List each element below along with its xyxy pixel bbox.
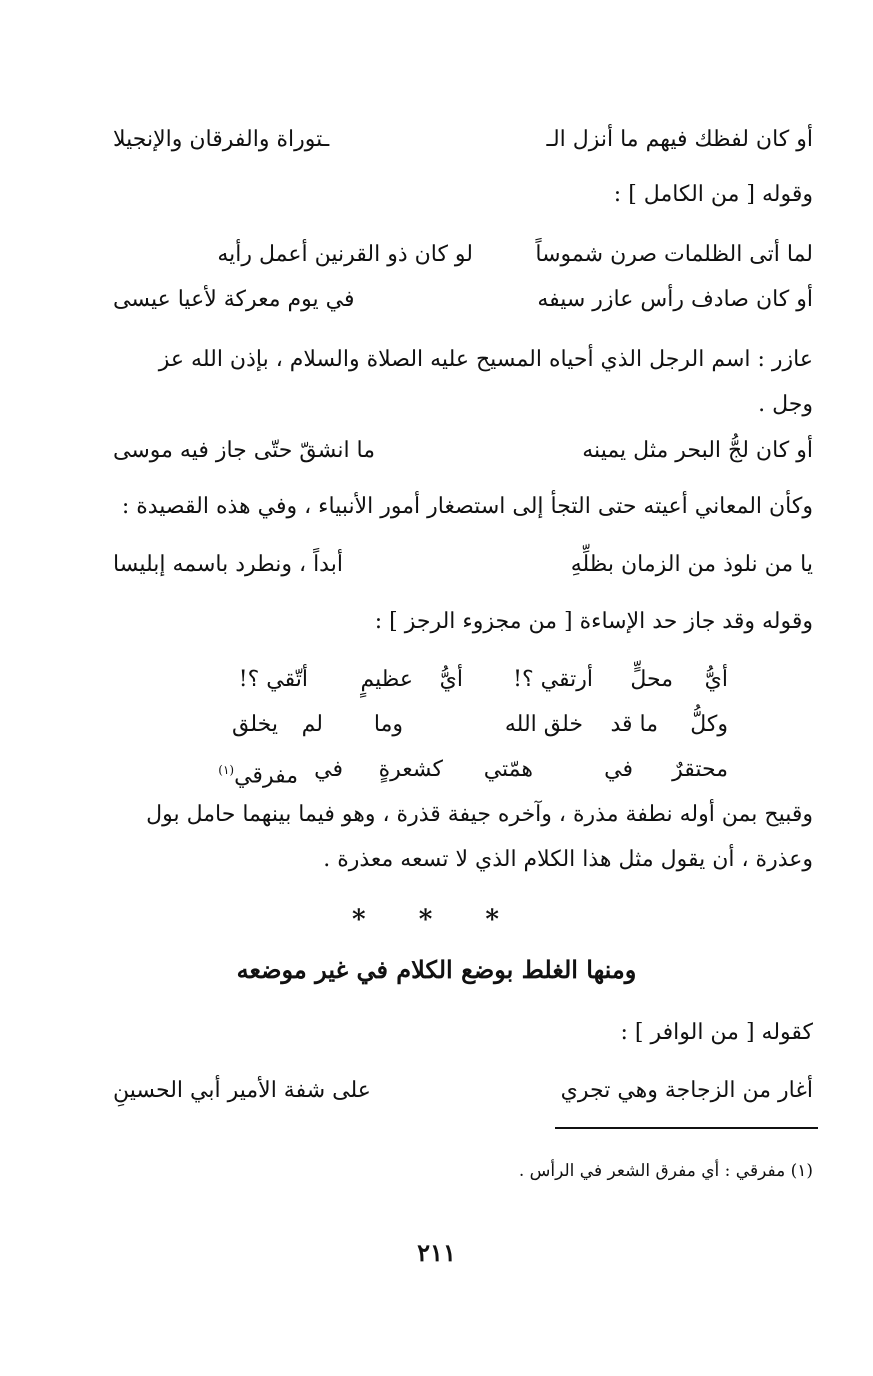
footnote-reference: (١): [218, 763, 235, 777]
commentary-text: وقبيح بمن أوله نطفة مذرة ، وآخره جيفة قذرة ، وهو فيما بينهما حامل بول: [146, 802, 813, 827]
verse-word: كشعرةٍ: [378, 757, 443, 782]
explanatory-note: وجل .: [758, 392, 813, 417]
verse-hemistich: على شفة الأمير أبي الحسينِ: [113, 1078, 371, 1103]
verse-word: وكلُّ: [690, 712, 728, 737]
explanatory-note: عازر : اسم الرجل الذي أحياه المسيح عليه الصلاة والسلام ، بإذن الله عز: [158, 347, 813, 372]
verse-hemistich: أغار من الزجاجة وهي تجري: [560, 1078, 813, 1103]
verse-word: أيُّ: [439, 667, 463, 692]
page-number: ٢١١: [417, 1238, 456, 1267]
poem-intro: وقوله [ من الكامل ] :: [613, 182, 813, 207]
poem-intro: كقوله [ من الوافر ] :: [620, 1020, 813, 1045]
verse-hemistich: في يوم معركة لأعيا عيسى: [113, 287, 355, 312]
verse-word: محلٍّ: [630, 667, 673, 692]
body-text: وكأن المعاني أعيته حتى التجأ إلى استصغار أمور الأنبياء ، وفي هذه القصيدة :: [121, 494, 813, 519]
footnote-divider: [555, 1127, 818, 1129]
verse-hemistich: لما أتى الظلمات صرن شموساً: [535, 242, 813, 267]
section-separator: * * *: [352, 905, 521, 935]
verse-hemistich: يا من نلوذ من الزمان بظلِّهِ: [570, 552, 813, 577]
verse-hemistich: أبداً ، ونطرد باسمه إبليسا: [113, 552, 343, 577]
verse-word: في: [314, 757, 343, 782]
verse-word: [218, 755, 298, 791]
verse-word: في: [604, 757, 633, 782]
verse-hemistich: ما انشقّ حتّى جاز فيه موسى: [113, 438, 376, 463]
poem-intro: وقوله وقد جاز حد الإساءة [ من مجزوء الرجز ] :: [374, 609, 813, 634]
verse-word: محتقرٌ: [672, 757, 728, 782]
verse-hemistich: ـتوراة والفرقان والإنجيلا: [113, 127, 330, 152]
verse-word: وما: [373, 712, 403, 737]
section-heading: ومنها الغلط بوضع الكلام في غير موضعه: [236, 955, 637, 984]
verse-word: همّتي: [483, 757, 533, 782]
commentary-text: وعذرة ، أن يقول مثل هذا الكلام الذي لا تسعه معذرة .: [323, 847, 813, 872]
verse-hemistich: أو كان صادف رأس عازر سيفه: [537, 287, 813, 312]
verse-hemistich: أو كان لفظك فيهم ما أنزل الـ: [546, 127, 813, 152]
verse-word: يخلق: [232, 712, 278, 737]
verse-word-text: مفرقي: [234, 763, 298, 789]
verse-hemistich: لو كان ذو القرنين أعمل رأيه: [217, 242, 473, 267]
verse-word: أيُّ: [704, 667, 728, 692]
verse-word: خلق الله: [504, 712, 583, 737]
verse-word: أتّقي ؟!: [238, 667, 308, 692]
verse-word: ما قد: [610, 712, 658, 737]
verse-word: لم: [301, 712, 323, 737]
footnote: (١) مفرقي : أي مفرق الشعر في الرأس .: [518, 1161, 813, 1181]
verse-hemistich: أو كان لجُّ البحر مثل يمينه: [582, 438, 813, 463]
verse-word: عظيمٍ: [360, 667, 413, 692]
verse-word: أرتقي ؟!: [513, 667, 593, 692]
